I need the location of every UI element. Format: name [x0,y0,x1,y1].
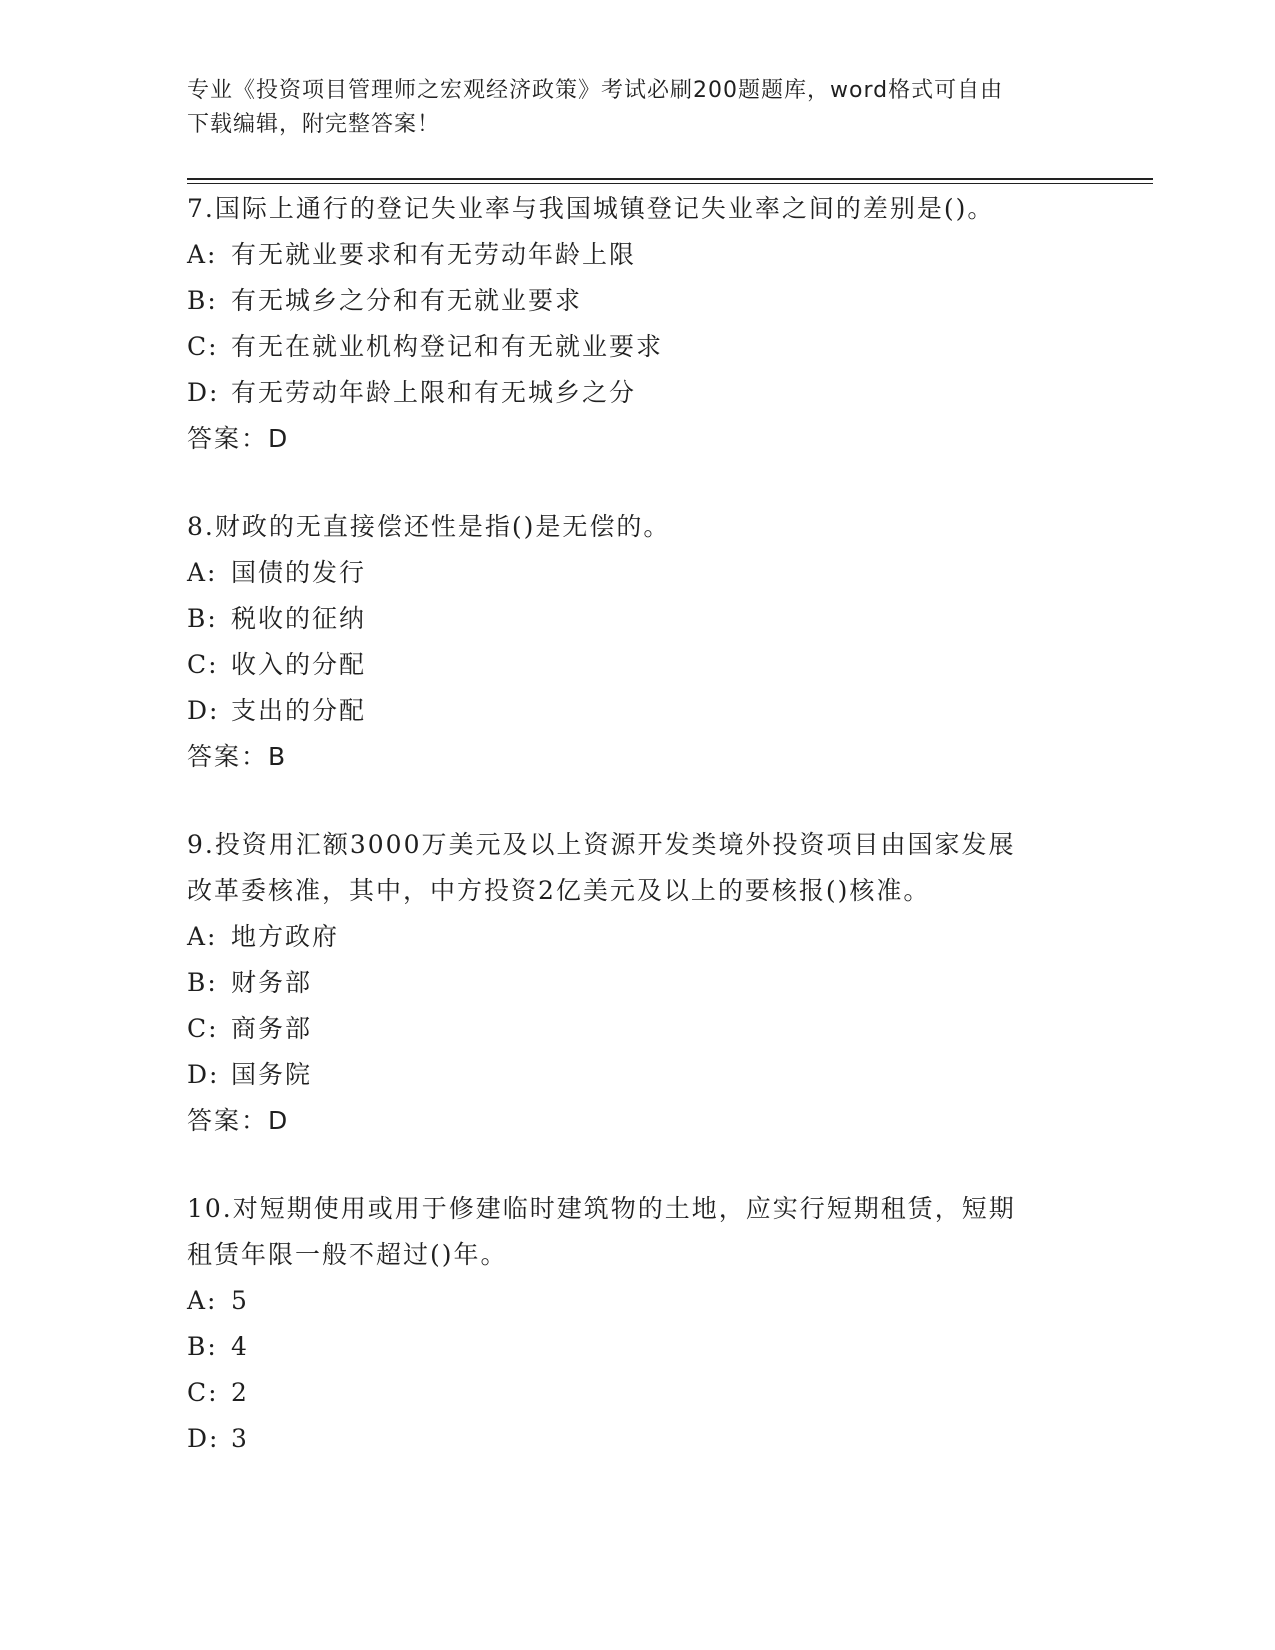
question-stem: 9.投资用汇额3000万美元及以上资源开发类境外投资项目由国家发展 [187,830,1016,859]
question-10 [187,1186,1087,1462]
option-d [187,370,1087,416]
option-text: 有无劳动年龄上限和有无城乡之分 [231,378,637,407]
option-b [187,960,1087,1006]
option-text: 有无在就业机构登记和有无就业要求 [231,332,664,361]
header-line-1: 专业《投资项目管理师之宏观经济政策》考试必刷200题题库，word格式可自由 [187,78,1004,103]
document-header [187,74,1067,142]
option-text: 5 [231,1286,249,1315]
option-letter: D: [187,696,220,725]
question-stem: 10.对短期使用或用于修建临时建筑物的土地，应实行短期租赁，短期 [187,1194,1016,1223]
option-text: 有无就业要求和有无劳动年龄上限 [231,240,637,269]
option-letter: B: [187,1332,218,1361]
option-text: 3 [231,1424,249,1453]
option-text: 国债的发行 [231,558,367,587]
question-stem: 8.财政的无直接偿还性是指()是无偿的。 [187,512,671,541]
option-b [187,278,1087,324]
option-b [187,1324,1087,1370]
option-letter: D: [187,1060,220,1089]
option-b [187,596,1087,642]
option-letter: C: [187,1378,219,1407]
option-letter: B: [187,286,218,315]
option-a [187,1278,1087,1324]
question-7 [187,186,1087,462]
option-c [187,324,1087,370]
option-a [187,232,1087,278]
question-stem-continued: 改革委核准，其中，中方投资2亿美元及以上的要核报()核准。 [187,876,931,905]
option-d [187,1052,1087,1098]
option-letter: C: [187,1014,219,1043]
option-letter: C: [187,650,219,679]
option-letter: A: [187,558,218,587]
option-text: 收入的分配 [231,650,367,679]
option-letter: D: [187,378,220,407]
option-letter: C: [187,332,219,361]
option-text: 商务部 [231,1014,313,1043]
option-d [187,1416,1087,1462]
option-letter: A: [187,922,218,951]
option-letter: A: [187,240,218,269]
option-letter: A: [187,1286,218,1315]
answer-line: 答案：B [187,742,288,771]
option-c [187,1370,1087,1416]
option-c [187,642,1087,688]
answer-line: 答案：D [187,424,290,453]
option-a [187,914,1087,960]
option-text: 地方政府 [231,922,340,951]
option-text: 税收的征纳 [231,604,367,633]
option-text: 财务部 [231,968,313,997]
header-line-2: 下载编辑，附完整答案！ [187,112,441,137]
answer-line: 答案：D [187,1106,290,1135]
question-9 [187,822,1087,1144]
option-letter: B: [187,604,218,633]
option-letter: D: [187,1424,220,1453]
option-text: 有无城乡之分和有无就业要求 [231,286,583,315]
option-text: 4 [231,1332,249,1361]
option-text: 国务院 [231,1060,313,1089]
question-stem: 7.国际上通行的登记失业率与我国城镇登记失业率之间的差别是()。 [187,194,995,223]
option-c [187,1006,1087,1052]
option-a [187,550,1087,596]
option-d [187,688,1087,734]
option-text: 2 [231,1378,249,1407]
option-text: 支出的分配 [231,696,367,725]
option-letter: B: [187,968,218,997]
header-divider [187,178,1153,184]
question-8 [187,504,1087,780]
question-stem-continued: 租赁年限一般不超过()年。 [187,1240,508,1269]
